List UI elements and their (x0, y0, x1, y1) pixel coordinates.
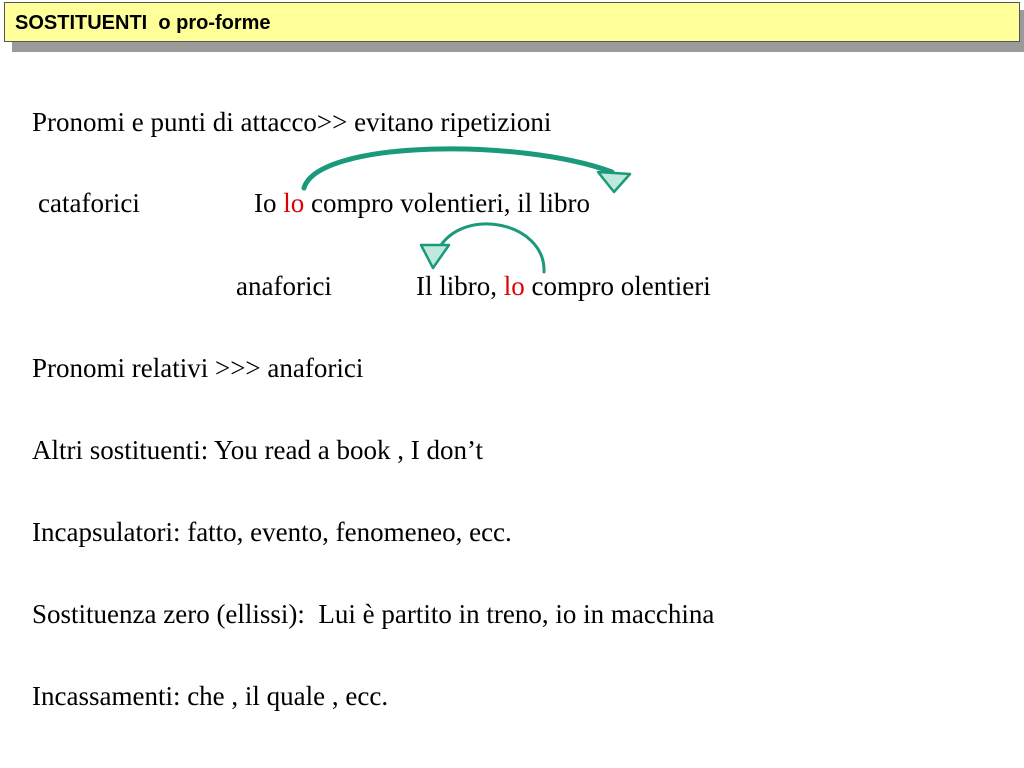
example-cataforici-rest: compro volentieri, il libro (304, 188, 590, 218)
example-anaforici (416, 270, 711, 302)
slide-title: SOSTITUENTI o pro-forme (15, 12, 271, 34)
line-pronomi-attacco: Pronomi e punti di attacco>> evitano ripetizioni (32, 107, 552, 137)
cataphoric-arrow (304, 149, 630, 192)
title-bar (4, 2, 1020, 42)
line-incassamenti: Incassamenti: che , il quale , ecc. (32, 681, 389, 711)
example-anaforici-rest: compro olentieri (524, 271, 711, 301)
line-incapsulatori: Incapsulatori: fatto, evento, fenomeneo, ecc. (32, 517, 512, 547)
example-il-libro: Il libro, (416, 271, 504, 301)
pronoun-lo-anaforico: lo (503, 271, 525, 301)
line-pronomi-relativi: Pronomi relativi >>> anaforici (32, 353, 364, 383)
example-io: Io (254, 188, 284, 218)
anaphoric-arrow (421, 224, 544, 272)
line-sostituenza-zero: Sostituenza zero (ellissi): Lui è partito in treno, io in macchina (32, 599, 715, 629)
pronoun-lo-cataforico: lo (283, 188, 305, 218)
label-cataforici: cataforici (38, 188, 140, 218)
line-altri-sostituenti: Altri sostituenti: You read a book , I don’t (32, 435, 483, 465)
label-anaforici: anaforici (236, 271, 332, 301)
example-cataforici (254, 187, 590, 219)
